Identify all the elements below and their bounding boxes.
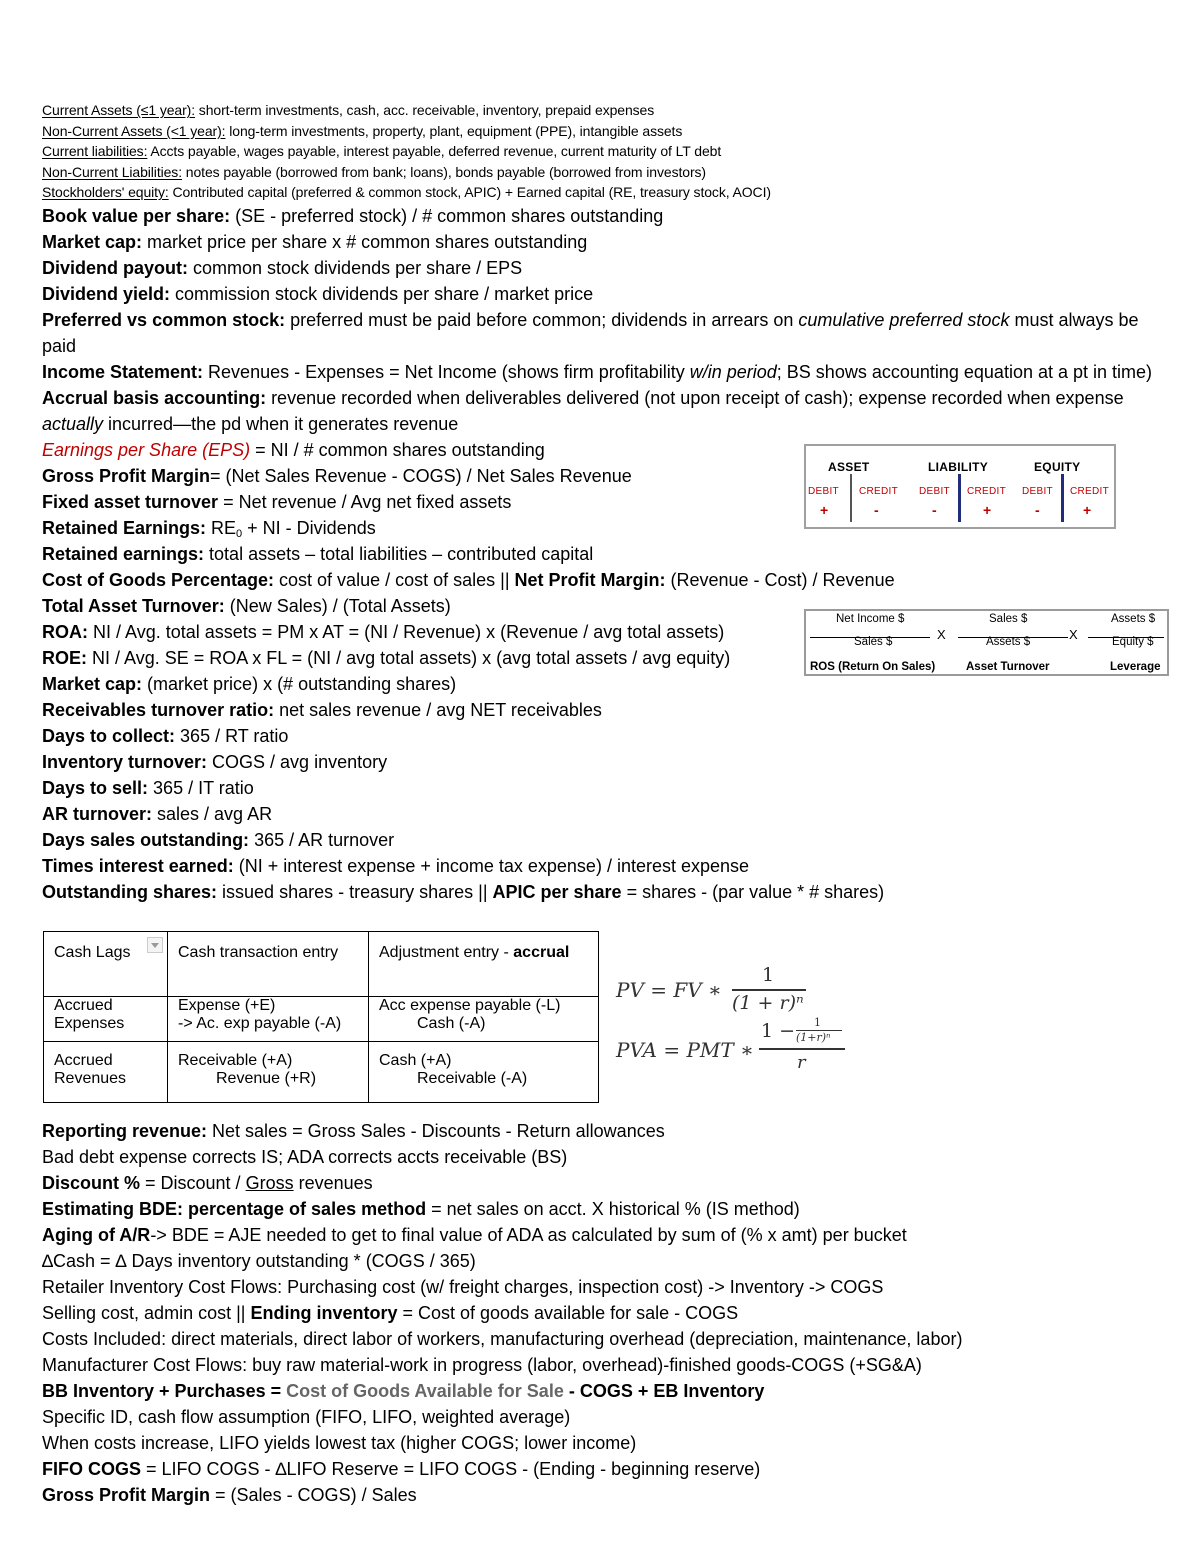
dc-debit-label: DEBIT [1022,486,1053,497]
note-preferred-vs-common: Preferred vs common stock: preferred must be paid before common; dividends in arrears on cumulative preferred stock must always be paid [42,309,1139,356]
note-fifo-cogs: FIFO COGS = LIFO COGS - ∆LIFO Reserve = LIFO COGS - (Ending - beginning reserve) [42,1459,761,1479]
formula-roa: ROA: NI / Avg. total assets = PM x AT = (NI / Revenue) x (Revenue / avg total assets) [42,621,725,642]
notes-lower [42,1118,1172,1508]
note-gross-profit-margin: Gross Profit Margin = (Sales - COGS) / Sales [42,1485,417,1505]
dc-sign: + [983,502,992,518]
pva-inner-denominator: (1+r)ⁿ [796,1031,831,1044]
formula-outstanding-shares: Outstanding shares: issued shares - treasury shares || APIC per share = shares - (par value * # shares) [42,881,885,902]
dupont-times: X [1069,627,1078,642]
note-specific-id: Specific ID, cash flow assumption (FIFO, LIFO, weighted average) [42,1407,571,1427]
dupont-label: ROS (Return On Sales) [810,661,936,673]
dc-sign: - [1035,502,1040,518]
dc-debit-label: DEBIT [808,486,839,497]
table-row [44,997,599,1042]
formula-market-cap: Market cap: market price per share x # common shares outstanding [42,231,588,252]
formula-cogs-percentage: Cost of Goods Percentage: cost of value / cost of sales || Net Profit Margin: (Revenue - Cost) / Revenue [42,569,895,590]
table-row [44,932,599,997]
pva-fraction-bar [759,1048,845,1050]
formula-retained-earnings-2: Retained earnings: total assets – total liabilities – contributed capital [42,543,594,564]
pva-inner-numerator: 1 [814,1016,821,1029]
note-ending-inventory: Selling cost, admin cost || Ending inventory = Cost of goods available for sale - COGS [42,1303,739,1323]
pv-lhs: PV = FV ∗ [616,978,722,1002]
formula-eps: Earnings per Share (EPS) = NI / # common shares outstanding [42,439,545,460]
def-current-liabilities: Current liabilities: Accts payable, wages payable, interest payable, deferred revenue, current maturity of LT debt [42,143,722,159]
def-current-assets: Current Assets (≤1 year): short-term investments, cash, acc. receivable, inventory, prepaid expenses [42,102,655,118]
dc-header-equity: EQUITY [1034,460,1081,474]
dc-divider [1061,474,1064,522]
formula-times-interest-earned: Times interest earned: (NI + interest expense + income tax expense) / interest expense [42,855,750,876]
dc-debit-label: DEBIT [919,486,950,497]
pva-numerator: 1 − [761,1020,796,1042]
dupont-numerator: Net Income $ [836,613,905,625]
note-manufacturer-cost-flows: Manufacturer Cost Flows: buy raw material-work in progress (labor, overhead)-finished goods-COGS (+SG&A) [42,1355,922,1375]
formula-inventory-turnover: Inventory turnover: COGS / avg inventory [42,751,388,772]
dupont-label: Leverage [1110,661,1161,673]
table-header-cell: Cash transaction entry [168,932,369,997]
dc-sign: - [874,502,879,518]
table-cell: Receivable (+A) Revenue (+R) [168,1042,369,1103]
table-header-cell: Cash Lags [44,932,168,997]
formula-total-asset-turnover: Total Asset Turnover: (New Sales) / (Total Assets) [42,595,451,616]
dc-credit-label: CREDIT [967,486,1007,497]
dc-credit-label: CREDIT [859,486,899,497]
formula-days-to-collect: Days to collect: 365 / RT ratio [42,725,289,746]
note-reporting-revenue: Reporting revenue: Net sales = Gross Sales - Discounts - Return allowances [42,1121,665,1141]
formula-retained-earnings: Retained Earnings: $RE_0$ + NI - Dividends [42,517,376,540]
formula-dividend-yield: Dividend yield: commission stock dividends per share / market price [42,283,594,304]
dupont-times: X [937,627,946,642]
formula-book-value: Book value per share: (SE - preferred stock) / # common shares outstanding [42,205,664,226]
dc-sign: - [932,502,937,518]
pva-lhs: PVA = PMT ∗ [616,1038,754,1062]
table-header-cell: Adjustment entry - accrual [369,932,599,997]
formula-ar-turnover: AR turnover: sales / avg AR [42,803,273,824]
dupont-denominator: Sales $ [854,636,893,648]
dc-sign: + [820,502,829,518]
pv-formulas [616,962,856,1082]
note-delta-cash: ∆Cash = ∆ Days inventory outstanding * (COGS / 365) [42,1251,476,1271]
note-discount: Discount % = Discount / Gross revenues [42,1173,373,1193]
note-bad-debt: Bad debt expense corrects IS; ADA corrects accts receivable (BS) [42,1147,568,1167]
note-retailer-cost-flows: Retailer Inventory Cost Flows: Purchasing cost (w/ freight charges, inspection cost) -> Inventory -> COGS [42,1277,884,1297]
debit-credit-diagram [804,444,1116,529]
dupont-denominator: Equity $ [1112,636,1154,648]
pv-numerator: 1 [762,964,775,986]
note-lifo-tax: When costs increase, LIFO yields lowest tax (higher COGS; lower income) [42,1433,637,1453]
note-income-statement: Income Statement: Revenues - Expenses = Net Income (shows firm profitability w/in period; BS shows accounting equation at a pt in time) Accrual basis accounting: revenue recorded when deliverables delivered (not upon receipt of cash); expense recorded when expense actually incurred—the pd when it generates revenue [42,361,1153,434]
formula-market-cap-2: Market cap: (market price) x (# outstanding shares) [42,673,457,694]
dc-divider [958,474,961,522]
pva-denominator: r [797,1052,806,1073]
dc-sign: + [1083,502,1092,518]
note-estimating-bde: Estimating BDE: percentage of sales method = net sales on acct. X historical % (IS method) [42,1199,800,1219]
dupont-numerator: Sales $ [989,613,1028,625]
table-cell: Accrued Revenues [44,1042,168,1103]
def-noncurrent-liabilities: Non-Current Liabilities: notes payable (borrowed from bank; loans), bonds payable (borrowed from investors) [42,163,706,180]
table-cell: Cash (+A) Receivable (-A) [369,1042,599,1103]
pv-fraction-bar [732,989,806,991]
note-costs-included: Costs Included: direct materials, direct labor of workers, manufacturing overhead (depreciation, maintenance, labor) [42,1329,963,1349]
formula-roe: ROE: NI / Avg. SE = ROA x FL = (NI / avg total assets) x (avg total assets / avg equity) [42,647,731,668]
def-stockholders-equity: Stockholders' equity: Contributed capital (preferred & common stock, APIC) + Earned capital (RE, treasury stock, AOCI) [42,184,771,200]
table-cell: Acc expense payable (-L) Cash (-A) [369,997,599,1042]
dupont-label: Asset Turnover [966,661,1050,673]
formula-receivables-turnover: Receivables turnover ratio: net sales revenue / avg NET receivables [42,699,602,720]
formula-days-sales-outstanding: Days sales outstanding: 365 / AR turnover [42,829,395,850]
dc-credit-label: CREDIT [1070,486,1110,497]
table-cell: Accrued Expenses [44,997,168,1042]
accrual-table [43,931,599,1103]
formula-fixed-asset-turnover: Fixed asset turnover = Net revenue / Avg net fixed assets [42,491,512,512]
note-bb-inventory: BB Inventory + Purchases = Cost of Goods Available for Sale - COGS + EB Inventory [42,1381,765,1401]
filter-dropdown-icon[interactable] [147,937,163,953]
formula-days-to-sell: Days to sell: 365 / IT ratio [42,777,254,798]
dupont-denominator: Assets $ [986,636,1031,648]
dc-divider [850,474,852,522]
pv-denominator: (1 + r)ⁿ [732,992,804,1014]
dupont-numerator: Assets $ [1111,613,1156,625]
table-row [44,1042,599,1103]
note-aging-ar: Aging of A/R-> BDE = AJE needed to get to final value of ADA as calculated by sum of (% x amt) per bucket [42,1225,907,1245]
def-noncurrent-assets: Non-Current Assets (<1 year): long-term investments, property, plant, equipment (PPE), intangible assets [42,122,683,139]
dupont-diagram [804,609,1169,676]
formula-dividend-payout: Dividend payout: common stock dividends per share / EPS [42,257,523,278]
dc-header-liability: LIABILITY [928,460,989,474]
dc-header-asset: ASSET [828,460,870,474]
table-cell: Expense (+E) -> Ac. exp payable (-A) [168,997,369,1042]
formula-gross-profit-margin: Gross Profit Margin= (Net Sales Revenue - COGS) / Net Sales Revenue [42,465,632,486]
